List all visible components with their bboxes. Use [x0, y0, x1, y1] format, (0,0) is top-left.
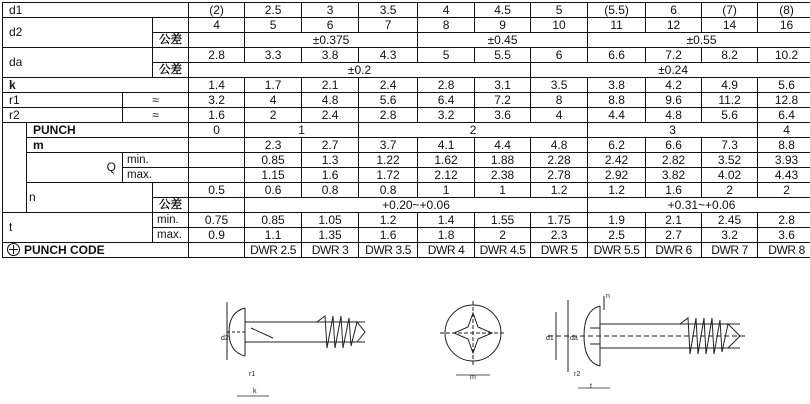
- row-punch: PUNCH 0 1 2 3 4: [3, 123, 810, 138]
- row-t-max: max. 0.9 1.1 1.35 1.6 1.8 2 2.3 2.5 2.7 3.2 3.6: [3, 228, 810, 243]
- row-da: da 2.8 3.3 3.8 4.3 5 5.5 6 6.6 7.2 8.2 10.2: [3, 48, 810, 63]
- label-q: Q: [27, 153, 123, 183]
- tolerance-label: 公差: [153, 198, 189, 213]
- row-d2: d2 4 5 6 7 8 9 10 11 12 14 16: [3, 18, 810, 33]
- label-k: k: [3, 78, 189, 93]
- approx-symbol: ≈: [123, 108, 189, 123]
- row-k: k 1.4 1.7 2.1 2.4 2.8 3.1 3.5 3.8 4.2 4.9 5.6: [3, 78, 810, 93]
- row-r1: r1 ≈ 3.2 4 4.8 5.6 6.4 7.2 8 8.8 9.6 11.2 12.8: [3, 93, 810, 108]
- top-view-drawing: [438, 295, 508, 385]
- tolerance-label: 公差: [153, 33, 189, 48]
- label-da: da: [3, 48, 153, 78]
- row-m: m 2.3 2.7 3.7 4.1 4.4 4.8 6.2 6.6 7.3 8.8: [3, 138, 810, 153]
- label-punch: PUNCH: [27, 123, 189, 138]
- label-punch-code: PUNCH CODE: [24, 243, 105, 257]
- d1-dim-label: d1: [546, 335, 554, 342]
- label-m: m: [27, 138, 189, 153]
- k-dim-label: k: [253, 388, 257, 395]
- row-t-min: t min. 0.75 0.85 1.05 1.2 1.4 1.55 1.75 1.9 2.1 2.45 2.8: [3, 213, 810, 228]
- label-t: t: [3, 213, 153, 243]
- section-view-drawing: [540, 290, 750, 400]
- da-dim-label: da: [570, 335, 578, 342]
- label-r1: r1: [3, 93, 123, 108]
- row-d1: d1 (2) 2.5 3 3.5 4 4.5 5 (5.5) 6 (7) (8): [3, 3, 810, 18]
- label-d2: d2: [3, 18, 153, 48]
- r1-dim-label: r1: [249, 371, 256, 378]
- label-r2: r2: [3, 108, 123, 123]
- row-punch-code: PUNCH CODE DWR 2.5 DWR 3 DWR 3.5 DWR 4 DWR 4.5 DWR 5 DWR 5.5 DWR 6 DWR 7 DWR 8: [3, 243, 810, 258]
- tolerance-label: 公差: [153, 63, 189, 78]
- row-n: n 0.5 0.6 0.8 0.8 1 1 1.2 1.2 1.6 2 2: [3, 183, 810, 198]
- cross-circle-icon: [7, 243, 20, 256]
- r2-dim-label: r2: [574, 371, 581, 378]
- row-d2-tolerance: 公差 ±0.375 ±0.45 ±0.55: [3, 33, 810, 48]
- row-q-max: max. 1.15 1.6 1.72 2.12 2.38 2.78 2.92 3.82 4.02 4.43: [3, 168, 810, 183]
- m-dim-label: m: [470, 374, 476, 381]
- row-r2: r2 ≈ 1.6 2 2.4 2.8 3.2 3.6 4 4.4 4.8 5.6 6.4: [3, 108, 810, 123]
- t-dim-label: t: [590, 383, 592, 390]
- n-dim-label: n: [606, 293, 610, 300]
- row-n-tolerance: 公差 +0.20~+0.06 +0.31~+0.06: [3, 198, 810, 213]
- spec-table: [2, 2, 810, 258]
- label-d1: d1: [3, 3, 189, 18]
- row-da-tolerance: 公差 ±0.2 ±0.24: [3, 63, 810, 78]
- label-n: n: [27, 183, 153, 213]
- d2-dim-label: d2: [221, 335, 229, 342]
- approx-symbol: ≈: [123, 93, 189, 108]
- side-view-drawing: [215, 292, 375, 404]
- row-q-min: Q min. 0.85 1.3 1.22 1.62 1.88 2.28 2.42 2.82 3.52 3.93: [3, 153, 810, 168]
